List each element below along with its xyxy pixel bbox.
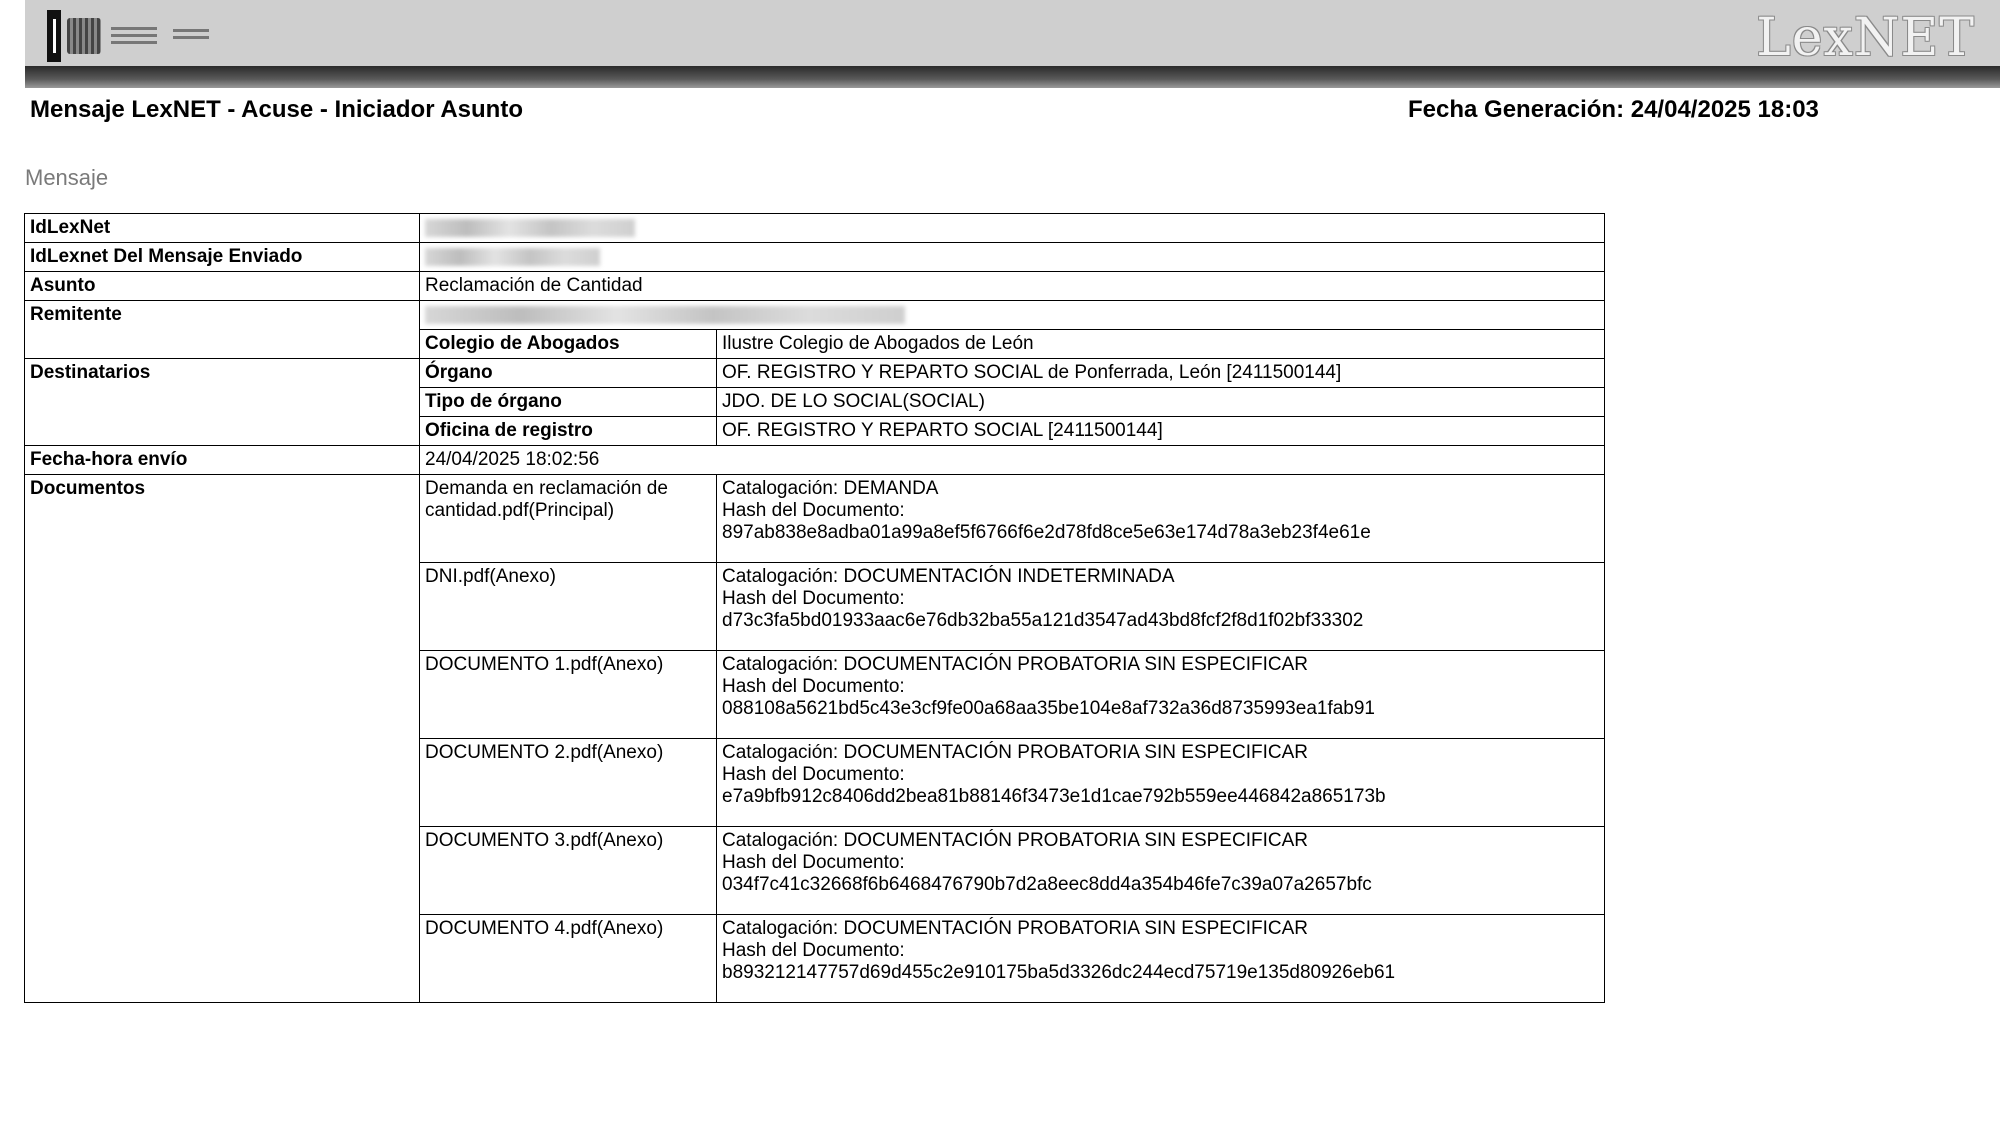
document-name: DNI.pdf(Anexo)	[420, 563, 717, 651]
document-hash-label: Hash del Documento:	[722, 588, 905, 609]
organo-value: OF. REGISTRO Y REPARTO SOCIAL de Ponferrada, León [2411500144]	[717, 359, 1605, 388]
asunto-value: Reclamación de Cantidad	[420, 272, 1605, 301]
table-row	[25, 446, 1605, 475]
colegio-value: Ilustre Colegio de Abogados de León	[717, 330, 1605, 359]
idlexnet-sent-value-redacted	[420, 243, 1605, 272]
document-hash: 088108a5621bd5c43e3cf9fe00a68aa35be104e8af732a36d8735993ea1fab91	[722, 698, 1375, 719]
page-title: Mensaje LexNET - Acuse - Iniciador Asunto	[30, 96, 523, 123]
fecha-envio-value: 24/04/2025 18:02:56	[420, 446, 1605, 475]
idlexnet-label: IdLexNet	[25, 214, 420, 243]
colegio-label: Colegio de Abogados	[420, 330, 717, 359]
gobierno-logo-icon	[47, 10, 209, 62]
document-hash: b893212147757d69d455c2e910175ba5d3326dc244ecd75719e135d80926eb61	[722, 962, 1396, 983]
tipo-organo-value: JDO. DE LO SOCIAL(SOCIAL)	[717, 388, 1605, 417]
document-hash-label: Hash del Documento:	[722, 500, 905, 521]
document-info	[717, 739, 1605, 827]
document-hash-label: Hash del Documento:	[722, 764, 905, 785]
document-name: Demanda en reclamación de cantidad.pdf(Principal)	[420, 475, 717, 563]
message-table	[24, 213, 1605, 1003]
destinatarios-label: Destinatarios	[25, 359, 420, 446]
remitente-label: Remitente	[25, 301, 420, 359]
document-catalogacion: Catalogación: DEMANDA	[722, 478, 939, 499]
document-hash-label: Hash del Documento:	[722, 676, 905, 697]
section-label: Mensaje	[25, 165, 109, 190]
document-row	[25, 475, 1605, 563]
table-row	[25, 301, 1605, 330]
document-hash-label: Hash del Documento:	[722, 940, 905, 961]
asunto-label: Asunto	[25, 272, 420, 301]
table-row	[25, 243, 1605, 272]
document-info	[717, 915, 1605, 1003]
coat-of-arms-icon	[67, 18, 101, 54]
idlexnet-sent-label: IdLexnet Del Mensaje Enviado	[25, 243, 420, 272]
documentos-label: Documentos	[25, 475, 420, 1003]
document-name: DOCUMENTO 4.pdf(Anexo)	[420, 915, 717, 1003]
document-catalogacion: Catalogación: DOCUMENTACIÓN PROBATORIA SIN ESPECIFICAR	[722, 918, 1308, 939]
document-name: DOCUMENTO 3.pdf(Anexo)	[420, 827, 717, 915]
oficina-value: OF. REGISTRO Y REPARTO SOCIAL [2411500144]	[717, 417, 1605, 446]
fecha-envio-label: Fecha-hora envío	[25, 446, 420, 475]
document-catalogacion: Catalogación: DOCUMENTACIÓN INDETERMINADA	[722, 566, 1175, 587]
document-hash: d73c3fa5bd01933aac6e76db32ba55a121d3547ad43bd8fcf2f8d1f02bf33302	[722, 610, 1364, 631]
generation-date: Fecha Generación: 24/04/2025 18:03	[1408, 96, 1819, 123]
document-info	[717, 475, 1605, 563]
table-row	[25, 272, 1605, 301]
table-row	[25, 359, 1605, 388]
document-catalogacion: Catalogación: DOCUMENTACIÓN PROBATORIA SIN ESPECIFICAR	[722, 830, 1308, 851]
document-hash: 034f7c41c32668f6b6468476790b7d2a8eec8dd4a354b46fe7c39a07a2657bfc	[722, 874, 1372, 895]
document-info	[717, 563, 1605, 651]
document-hash: 897ab838e8adba01a99a8ef5f6766f6e2d78fd8ce5e63e174d78a3eb23f4e61e	[722, 522, 1371, 543]
table-row	[25, 214, 1605, 243]
document-info	[717, 827, 1605, 915]
idlexnet-value-redacted	[420, 214, 1605, 243]
document-info	[717, 651, 1605, 739]
document-hash-label: Hash del Documento:	[722, 852, 905, 873]
tipo-organo-label: Tipo de órgano	[420, 388, 717, 417]
header-banner	[25, 0, 2000, 66]
organo-label: Órgano	[420, 359, 717, 388]
remitente-value-redacted	[420, 301, 1605, 330]
oficina-label: Oficina de registro	[420, 417, 717, 446]
lexnet-logo: LexNET	[1756, 8, 1975, 68]
document-hash: e7a9bfb912c8406dd2bea81b88146f3473e1d1cae792b559ee446842a865173b	[722, 786, 1386, 807]
document-catalogacion: Catalogación: DOCUMENTACIÓN PROBATORIA SIN ESPECIFICAR	[722, 654, 1308, 675]
document-name: DOCUMENTO 2.pdf(Anexo)	[420, 739, 717, 827]
header-divider-bar	[25, 66, 2000, 88]
document-name: DOCUMENTO 1.pdf(Anexo)	[420, 651, 717, 739]
document-catalogacion: Catalogación: DOCUMENTACIÓN PROBATORIA SIN ESPECIFICAR	[722, 742, 1308, 763]
